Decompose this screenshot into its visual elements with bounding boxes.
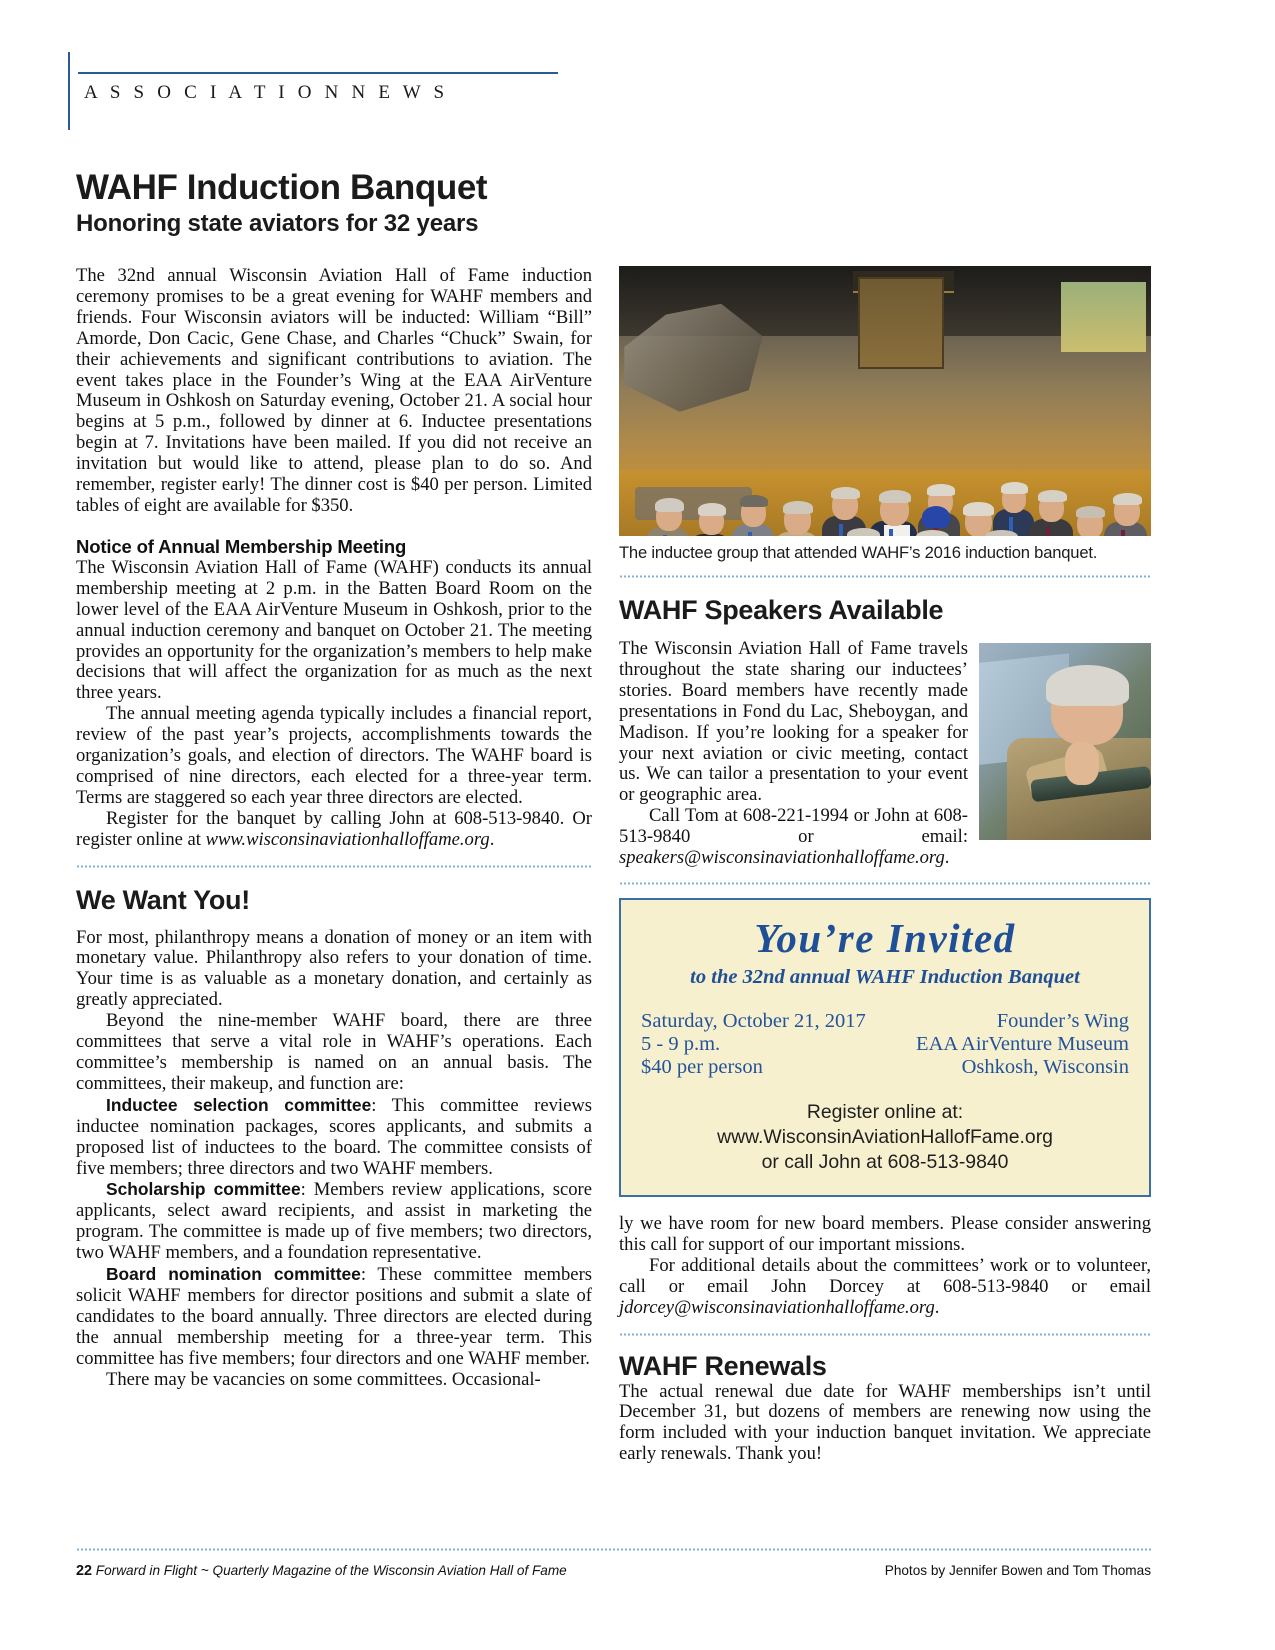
committee-description: : Members review applications, score applicants, select award recipients, and assist in marketing the program. The committee is made up of five members; two directors, two WAHF members, and a foundation representative. (76, 1179, 592, 1264)
spacer (76, 868, 592, 885)
window (1061, 282, 1146, 352)
invitation-details (641, 1010, 1129, 1079)
dorcey-email-link[interactable]: jdorcey@wisconsinaviationhalloffame.org (619, 1296, 935, 1318)
invitation-where (916, 1010, 1129, 1079)
invitation-price: $40 per person (641, 1056, 763, 1079)
wewant-paragraph-1: For most, philanthropy means a donation of money or an item with monetary value. Philanthropy also refers to your donation of time. Your time is as valuable as a monetary donation, and certainly as greatly appreciated. (76, 926, 592, 1011)
invitation-venue-museum: EAA AirVenture Museum (916, 1033, 1129, 1056)
blue-blanket (922, 506, 950, 528)
closing-partial-paragraph: There may be vacancies on some committees. Occasional- (106, 1368, 541, 1390)
committee-name: Scholarship committee (106, 1179, 301, 1200)
speakers-heading: WAHF Speakers Available (619, 595, 944, 625)
invitation-registration (641, 1100, 1129, 1175)
spacer (76, 851, 592, 865)
speakers-contact-text: Call Tom at 608-221-1994 or John at 608-513-9840 or email: (619, 805, 968, 848)
continued-paragraph-1: ly we have room for new board members. Please consider answering this call for support of our important missions. (619, 1213, 1151, 1255)
speakers-email-link[interactable]: speakers@wisconsinaviationhalloffame.org (619, 847, 945, 869)
invitation-venue-wing: Founder’s Wing (996, 1010, 1129, 1033)
carpet (635, 487, 752, 519)
volunteer-contact-end: . (934, 1296, 940, 1318)
register-text: Register for the banquet by calling John at 608-513-9840. Or register online at (76, 807, 592, 850)
volunteer-contact-text: For additional details about the committees’ work or to volunteer, call or email John Dorcey at 608-513-9840 or email (619, 1254, 1151, 1297)
committee-description: : These committee members solicit WAHF members for director positions and submit a slate of candidates to the board annually. Three directors are elected during the annual membership meeting for a three-year term. This committee has five members; four directors and one WAHF member. (76, 1264, 592, 1369)
speaker-photo (979, 643, 1151, 840)
speaker-hair (1046, 665, 1129, 706)
left-column (76, 266, 592, 1391)
invitation-box (619, 898, 1151, 1197)
invitation-subtitle: to the 32nd annual WAHF Induction Banquet (690, 966, 1080, 989)
publication-name: Forward in Flight ~ Quarterly Magazine of the Wisconsin Aviation Hall of Fame (95, 1563, 567, 1578)
committee-name: Inductee selection committee (106, 1094, 372, 1115)
notice-paragraph-1: The Wisconsin Aviation Hall of Fame (WAHF) conducts its annual membership meeting at 2 p.m. in the Batten Board Room on the lower level of the EAA AirVenture Museum in Oshkosh, prior to the annual induction ceremony and banquet on October 21. The meeting provides an opportunity for the organization’s members to help make decisions that will affect the organization for as much as the next three years. (76, 556, 592, 704)
invitation-venue-city: Oshkosh, Wisconsin (961, 1056, 1129, 1079)
page-title: WAHF Induction Banquet (76, 168, 488, 207)
invitation-time: 5 - 9 p.m. (641, 1033, 721, 1056)
kicker-label: A S S O C I A T I O N N E W S (84, 82, 449, 103)
intro-paragraph: The 32nd annual Wisconsin Aviation Hall of Fame induction ceremony promises to be a great evening for WAHF members and friends. Four Wisconsin aviators will be inducted: William “Bill” Amorde, Don Cacic, Gene Chase, and Charles “Chuck” Swain, for their achievements and significant contributions to aviation. The event takes place in the Founder’s Wing at the EAA AirVenture Museum in Oshkosh on Saturday evening, October 21. A social hour begins at 5 p.m., followed by dinner at 6. Inductee presentations begin at 7. Invitations have been mailed. If you did not receive an invitation but would like to attend, please plan to do so. And remember, register early! The dinner cost is $40 per person. Limited tables of eight are available for $350. (76, 265, 592, 516)
section-kicker (68, 52, 558, 130)
invitation-script-title: You’re Invited (754, 914, 1016, 961)
register-phone: or call John at 608-513-9840 (761, 1151, 1009, 1174)
committee-inductee-selection (76, 1095, 592, 1180)
kicker-vertical-rule (68, 52, 70, 130)
notice-paragraph-2: The annual meeting agenda typically includes a financial report, review of the past year’s projects, accomplishments towards the organization’s goals, and election of directors. The WAHF board is comprised of nine directors, each elected for a three-year term. Terms are staggered so each year three directors are elected. (76, 703, 592, 808)
speakers-paragraph-1: The Wisconsin Aviation Hall of Fame travels throughout the state sharing our inductees’ stories. Board members have recently made presentations in Fond du Lac, Sheboygan, and Madison. If you’re looking for a speaker for your next aviation or civic meeting, contact us. We can tailor a presentation to your event or geographic area. (619, 638, 968, 806)
speakers-contact-end: . (944, 847, 950, 869)
page-number: 22 (76, 1563, 93, 1579)
register-url[interactable]: www.WisconsinAviationHallofFame.org (717, 1126, 1053, 1149)
spacer (619, 578, 1151, 595)
renewals-paragraph: The actual renewal due date for WAHF memberships isn’t until December 31, but dozens of members are renewing now using the form included with your induction banquet invitation. We appreciate early renewals. Thank you! (619, 1380, 1151, 1465)
footer-publication (76, 1563, 567, 1579)
kicker-horizontal-rule (78, 72, 558, 74)
invitation-date: Saturday, October 21, 2017 (641, 1010, 866, 1033)
wewant-paragraph-2: Beyond the nine-member WAHF board, there are three committees that serve a vital role in WAHF’s operations. Each committee’s membership is named on an annual basis. The committees, their makeup, and function are: (76, 1010, 592, 1094)
spacer (619, 1197, 1151, 1214)
committee-scholarship (76, 1179, 592, 1264)
spacer (76, 517, 592, 536)
speaker-hand (1065, 742, 1099, 785)
photo-caption: The inductee group that attended WAHF’s 2016 induction banquet. (619, 543, 1098, 562)
notice-heading: Notice of Annual Membership Meeting (76, 535, 407, 557)
continued-paragraph-2 (619, 1256, 1151, 1319)
invitation-when (641, 1010, 866, 1079)
right-column (619, 266, 1151, 1465)
photo-credit: Photos by Jennifer Bowen and Tom Thomas (884, 1563, 1151, 1578)
notice-paragraph-3 (76, 809, 592, 851)
register-text-end: . (489, 828, 495, 850)
spacer (619, 885, 1151, 898)
wahf-website-link[interactable]: www.wisconsinaviationhalloffame.org (205, 828, 490, 850)
committee-board-nomination (76, 1264, 592, 1370)
doorway (858, 277, 943, 369)
we-want-you-heading: We Want You! (76, 884, 250, 915)
spacer (619, 1336, 1151, 1351)
page-subtitle: Honoring state aviators for 32 years (76, 210, 479, 237)
spacer (619, 1319, 1151, 1333)
committee-name: Board nomination committee (106, 1264, 361, 1285)
footer-divider (76, 1548, 1151, 1551)
committee-description: : This committee reviews inductee nomination packages, scores applicants, and submits a proposed list of inductees to the board. The committee consists of five members; three directors and two WAHF members. (76, 1094, 592, 1179)
spacer (76, 916, 592, 928)
register-online-label: Register online at: (806, 1101, 964, 1124)
spacer (619, 869, 1151, 882)
spacer (619, 563, 1151, 575)
renewals-heading: WAHF Renewals (619, 1350, 827, 1381)
inductee-group-photo (619, 266, 1151, 536)
